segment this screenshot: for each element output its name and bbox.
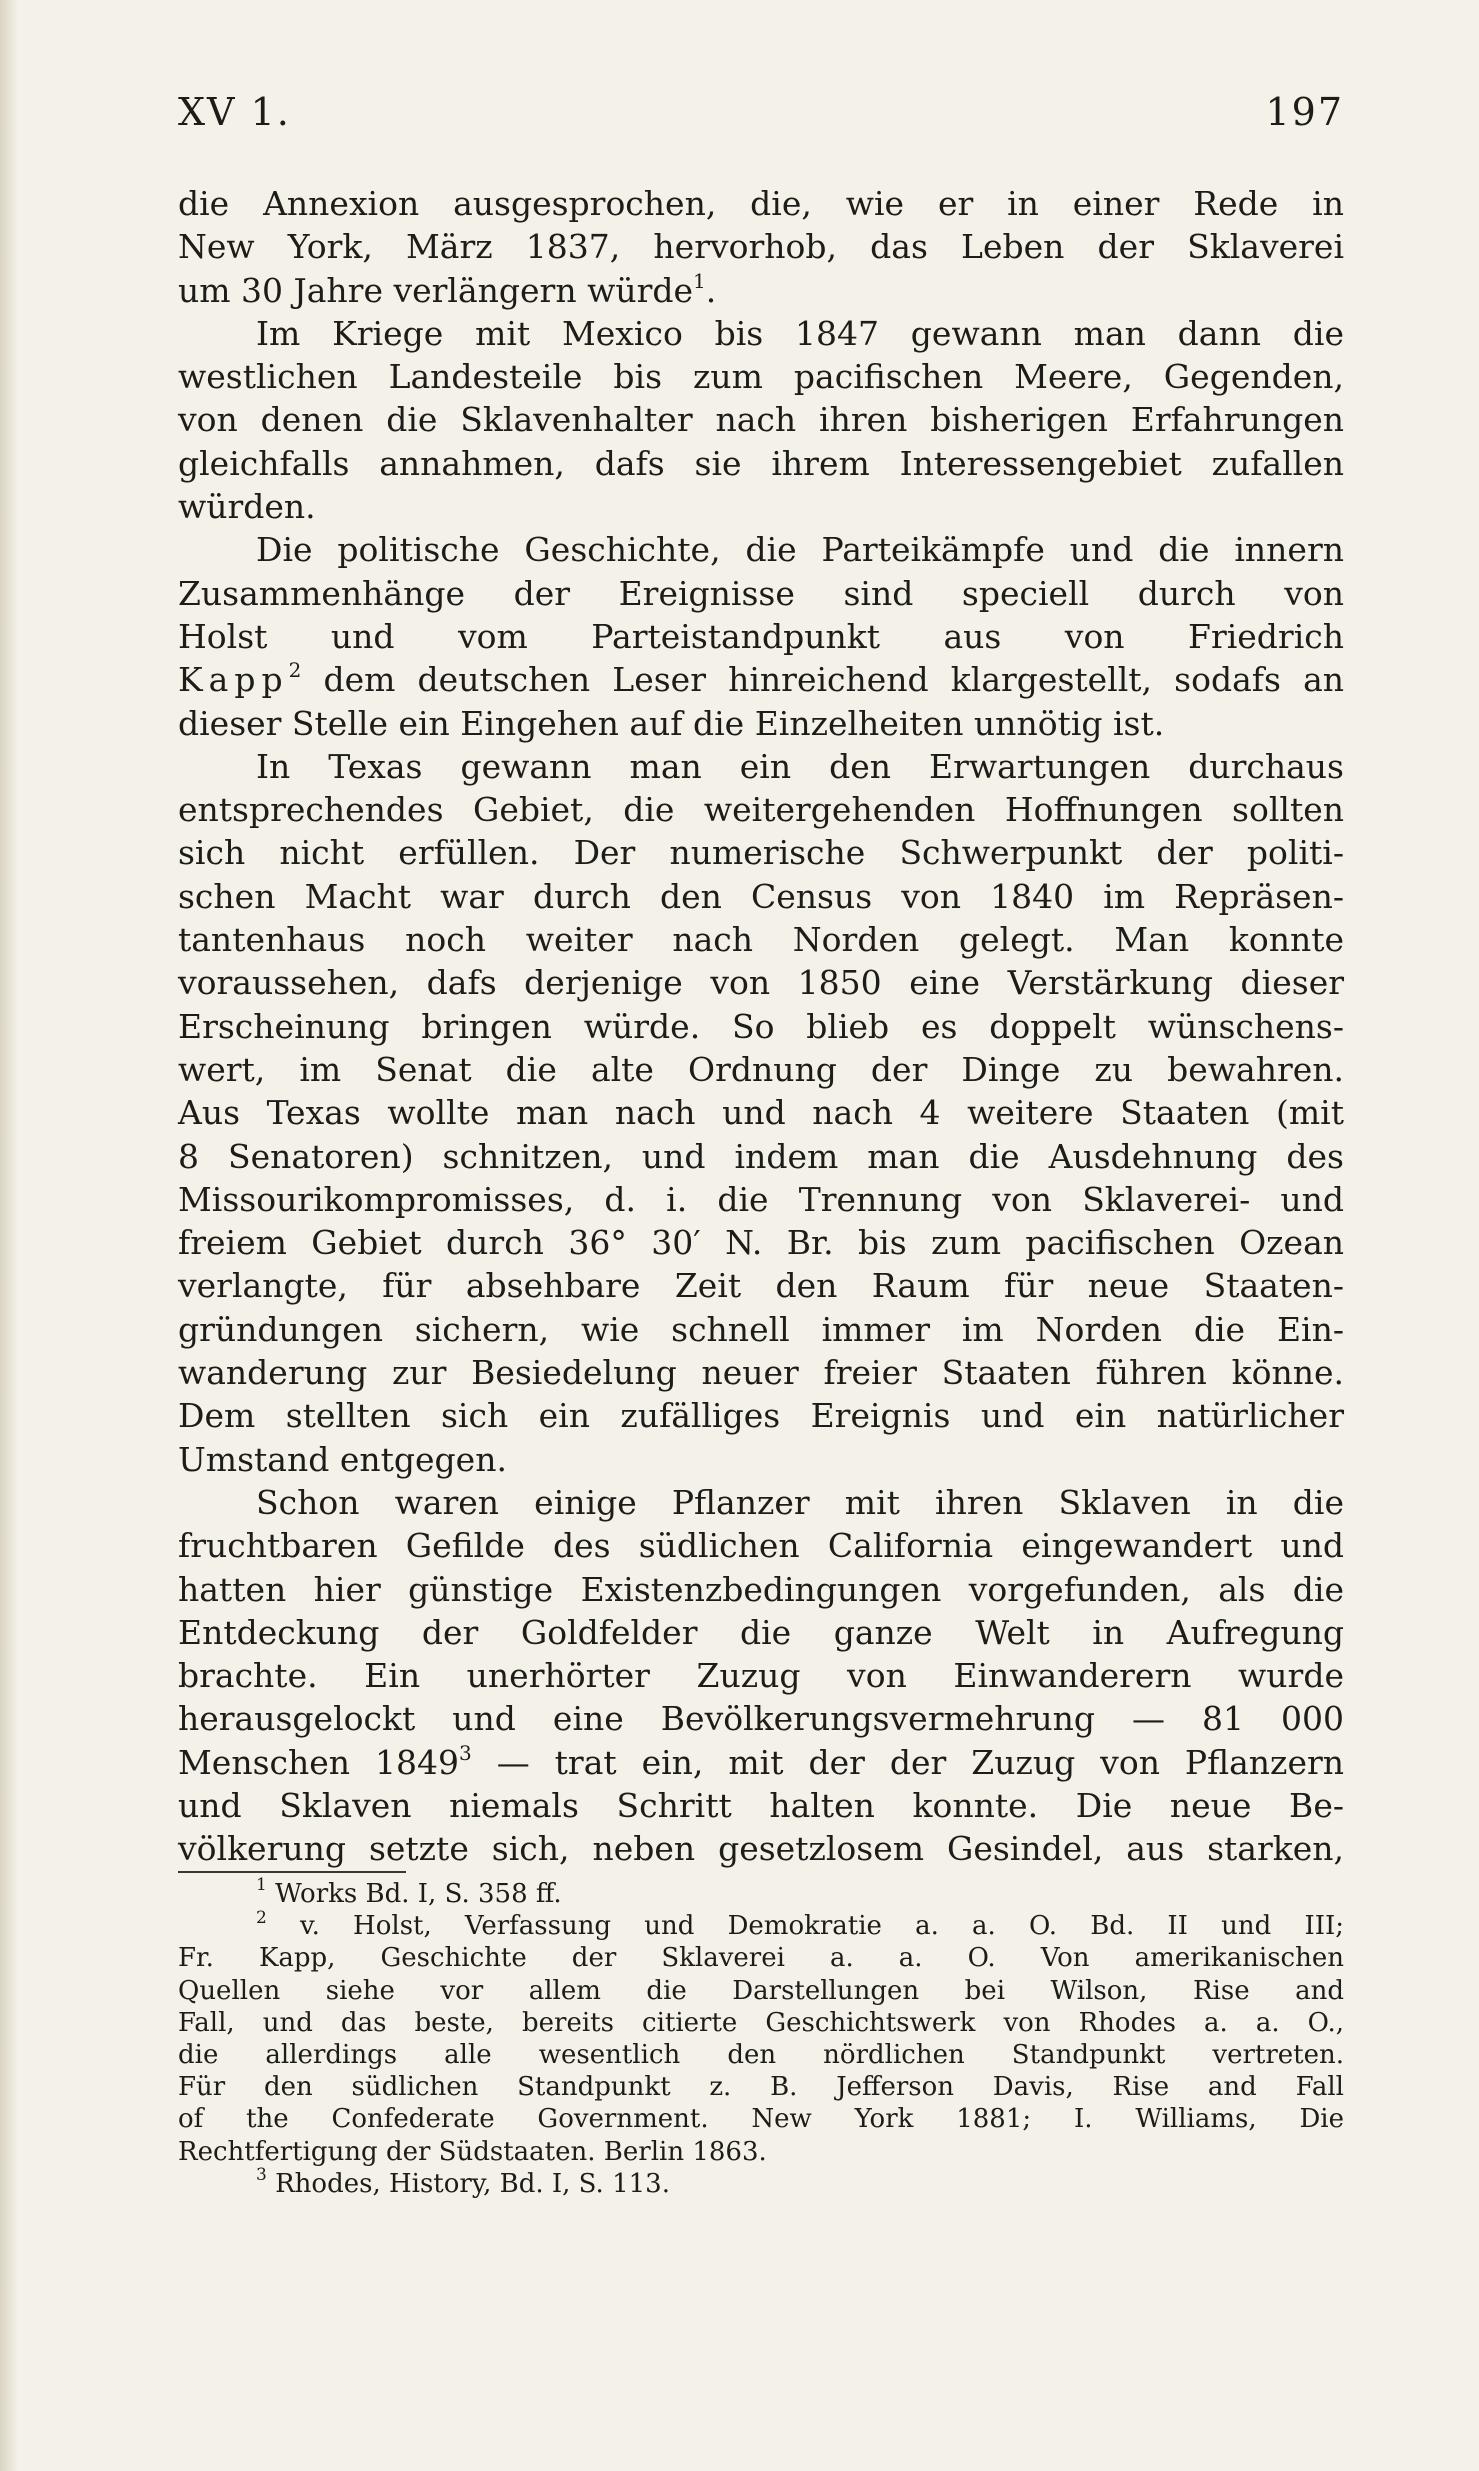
text-line-content: von denen die Sklavenhalter nach ihren bisherigen Erfahrungen [178,400,1344,440]
text-line-content: 8 Senatoren) schnitzen, und indem man die Ausdehnung des [178,1136,1344,1176]
text-line [178,1568,1344,1611]
footnote-line [178,1975,1344,2007]
text-line-content: wanderung zur Besiedelung neuer freier Staaten führen könne. [178,1353,1344,1393]
text-line [178,1438,1344,1481]
footnote-text: die allerdings alle wesentlich den nördlichen Standpunkt vertreten. [178,2039,1344,2070]
text-line [178,528,1344,571]
text-line-content: entsprechendes Gebiet, die weitergehenden Hoffnungen sollten [178,790,1344,830]
text-line-content: die Annexion ausgesprochen, die, wie er in einer Rede in [178,184,1344,223]
footnote-line [178,2136,1344,2168]
text-line [178,355,1344,398]
text-line [178,1264,1344,1307]
text-line [178,961,1344,1004]
text-line-content: tantenhaus noch weiter nach Norden gelegt. Man konnte [178,920,1344,960]
text-line-content: sich nicht erfüllen. Der numerische Schwerpunkt der politi- [178,833,1344,873]
text-line [178,572,1344,615]
text-line [178,1481,1344,1524]
footnote-number: 1 [256,1875,267,1896]
text-line [178,182,1344,225]
text-line [178,1221,1344,1264]
text-line-content: Schon waren einige Pflanzer mit ihren Sklaven in die [256,1482,1344,1522]
text-line-content: würden. [178,487,316,527]
text-line [178,225,1344,268]
footnote-separator [178,1871,406,1873]
text-line-content: Umstand entgegen. [178,1439,507,1479]
text-line-content: Menschen 1849 [178,1742,459,1782]
text-line-content: Erscheinung bringen würde. So blieb es doppelt wünschens- [178,1006,1344,1046]
text-line [178,918,1344,961]
footnote-line [178,2039,1344,2071]
text-line [178,875,1344,918]
footnote-text: Rechtfertigung der Südstaaten. Berlin 1863. [178,2136,767,2167]
text-line-content: hatten hier günstige Existenzbedingungen vorgefunden, als die [178,1569,1344,1609]
text-line [178,1048,1344,1091]
text-line-content: gleichfalls annahmen, dafs sie ihrem Interessengebiet zufallen [178,443,1344,483]
text-line [178,1611,1344,1654]
text-line [178,1135,1344,1178]
text-line-content: und Sklaven niemals Schritt halten konnte. Die neue Be- [178,1785,1344,1825]
text-line-content: Aus Texas wollte man nach und nach 4 weitere Staaten (mit [178,1093,1344,1133]
text-line-content: dieser Stelle ein Eingehen auf die Einzelheiten unnötig ist. [178,703,1165,743]
footnote-text: v. Holst, Verfassung und Demokratie a. a. O. Bd. II und III; [300,1911,1345,1942]
footnote-number: 3 [256,2165,267,2186]
text-line-content: Im Kriege mit Mexico bis 1847 gewann man dann die [256,313,1344,353]
text-line [178,1827,1344,1870]
text-line [178,269,1344,312]
footnote-ref-3: 3 [458,1740,472,1765]
text-line-content: Holst und vom Parteistandpunkt aus von Friedrich [178,616,1344,656]
punctuation: . [705,270,717,310]
text-line-content: Zusammenhänge der Ereignisse sind speciell durch von [178,573,1344,613]
text-line-content: New York, März 1837, hervorhob, das Leben der Sklaverei [178,227,1344,267]
text-line [178,831,1344,874]
text-line-content: voraussehen, dafs derjenige von 1850 eine Verstärkung dieser [178,963,1344,1003]
text-line [178,788,1344,831]
text-line [178,1091,1344,1134]
footnote-line [178,2165,1344,2200]
text-line-content: dem deutschen Leser hinreichend klargestellt, sodafs an [323,660,1344,700]
text-line-content: — trat ein, mit der der Zuzug von Pflanzern [471,1742,1345,1782]
text-line [178,658,1344,701]
text-line [178,1394,1344,1437]
footnote-line [178,1875,1344,1910]
text-line [178,1351,1344,1394]
footnote-number: 2 [256,1907,267,1928]
text-line [178,398,1344,441]
text-line [178,702,1344,745]
footnote-ref-2: 2 [288,658,302,683]
text-line-content: Entdeckung der Goldfelder die ganze Welt in Aufregung [178,1612,1344,1652]
footnote-line [178,2007,1344,2039]
footnote-line [178,2071,1344,2103]
text-line-content: Dem stellten sich ein zufälliges Ereignis und ein natürlicher [178,1396,1344,1436]
footnote-line [178,2103,1344,2135]
author-name-kapp: Kapp [178,660,289,700]
text-line-content: In Texas gewann man ein den Erwartungen durchaus [256,746,1344,786]
text-line-content: fruchtbaren Gefilde des südlichen California eingewandert und [178,1526,1344,1566]
footnote-ref-1: 1 [693,268,706,293]
text-line [178,1308,1344,1351]
text-line-content: schen Macht war durch den Census von 1840 im Repräsen- [178,876,1344,916]
text-line [178,1654,1344,1697]
text-line [178,312,1344,355]
text-line-content: gründungen sichern, wie schnell immer im Norden die Ein- [178,1309,1344,1349]
text-line-content: wert, im Senat die alte Ordnung der Dinge zu bewahren. [178,1049,1344,1089]
footnote-text: Fr. Kapp, Geschichte der Sklaverei a. a. O. Von amerikanischen [178,1943,1344,1974]
text-line [178,1524,1344,1567]
footnote-text: Rhodes, History, Bd. I, S. 113. [275,2168,670,2199]
text-line [178,1178,1344,1221]
footnote-text: Für den südlichen Standpunkt z. B. Jefferson Davis, Rise and Fall [178,2072,1344,2103]
text-line-content: herausgelockt und eine Bevölkerungsvermehrung — 81 000 [178,1699,1344,1739]
text-line-content: westlichen Landesteile bis zum pacifischen Meere, Gegenden, [178,357,1344,397]
page-binding-edge [0,0,18,2471]
footnote-text: Fall, und das beste, bereits citierte Geschichtswerk von Rhodes a. a. O., [178,2007,1344,2038]
footnote-text: of the Confederate Government. New York 1881; I. Williams, Die [178,2104,1344,2135]
main-text [178,182,1344,1871]
text-line-content: verlangte, für absehbare Zeit den Raum für neue Staaten- [178,1266,1344,1306]
text-line [178,485,1344,528]
text-line-content: Die politische Geschichte, die Parteikämpfe und die innern [256,530,1344,570]
page-number: 197 [1265,90,1344,134]
text-line [178,442,1344,485]
text-line [178,615,1344,658]
text-line-content: brachte. Ein unerhörter Zuzug von Einwanderern wurde [178,1656,1344,1696]
footnote-text: Quellen siehe vor allem die Darstellungen bei Wilson, Rise and [178,1975,1344,2006]
text-line-content: Missourikompromisses, d. i. die Trennung von Sklaverei- und [178,1179,1344,1219]
text-line [178,1005,1344,1048]
text-line-content: um 30 Jahre verlängern würde [178,270,693,310]
text-line [178,745,1344,788]
text-line-content: völkerung setzte sich, neben gesetzlosem Gesindel, aus starken, [178,1829,1344,1869]
running-header [178,90,1344,140]
text-line-content: freiem Gebiet durch 36° 30′ N. Br. bis zum pacifischen Ozean [178,1223,1344,1263]
signature-mark: XV 1. [178,90,291,134]
footnotes [178,1875,1345,2200]
text-line [178,1784,1344,1827]
text-line [178,1741,1344,1784]
text-line [178,1697,1344,1740]
footnote-text: Works Bd. I, S. 358 ff. [275,1879,562,1909]
footnote-line [178,1942,1344,1974]
footnote-line [178,1907,1345,1942]
